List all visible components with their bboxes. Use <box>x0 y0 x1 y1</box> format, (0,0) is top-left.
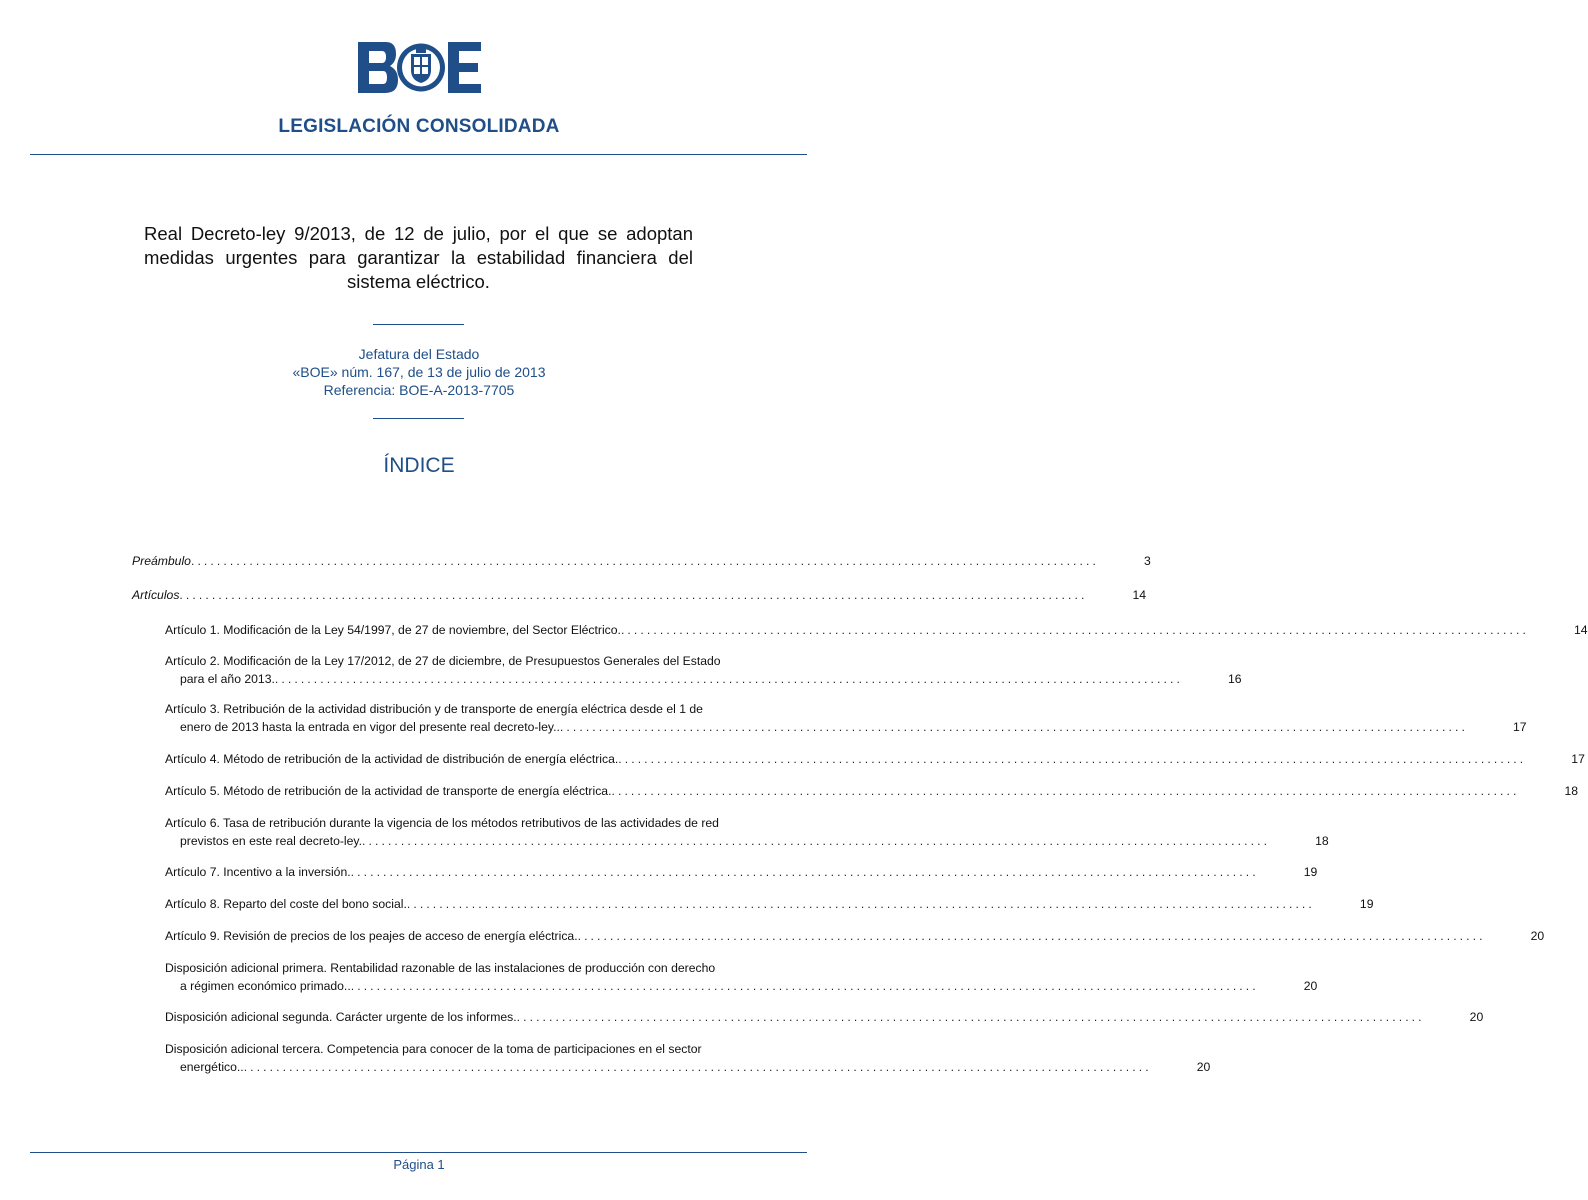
toc-leader: ............................................................................................................................................ <box>618 752 1527 766</box>
toc-entry-articulo-8[interactable] <box>165 896 1374 914</box>
toc-leader: ............................................................................................................................................ <box>179 588 1088 602</box>
toc-entry-text: Artículo 6. Tasa de retribución durante la vigencia de los métodos retributivos de las actividades de red <box>165 816 719 830</box>
document-title: Real Decreto-ley 9/2013, de 12 de julio, por el que se adoptan medidas urgentes para garantizar la estabilidad financiera del sistema eléctrico. <box>144 223 693 292</box>
toc-entry-articulo-7[interactable] <box>165 864 1318 882</box>
toc-entry-articulo-3[interactable] <box>165 701 1527 736</box>
toc-entry-text-continued: enero de 2013 hasta la entrada en vigor del presente real decreto-ley.. <box>180 719 560 734</box>
toc-leader: ............................................................................................................................................ <box>611 784 1520 798</box>
toc-entry-text: Artículo 2. Modificación de la Ley 17/2012, de 27 de diciembre, de Presupuestos Generales del Estado <box>165 654 721 668</box>
toc-page-number: 20 <box>1469 1010 1484 1024</box>
toc-entry-text-continued: energético.. <box>180 1059 244 1074</box>
toc-leader: ............................................................................................................................................ <box>516 1010 1425 1024</box>
toc-entry-text: Artículo 7. Incentivo a la inversión. <box>165 865 351 879</box>
toc-leader: ............................................................................................................................................ <box>620 623 1529 637</box>
document-reference: Referencia: BOE-A-2013-7705 <box>323 382 515 398</box>
toc-page-number: 19 <box>1303 865 1318 879</box>
toc-entry-disposicion-segunda[interactable] <box>165 1009 1484 1027</box>
toc-entry-disposicion-tercera[interactable] <box>165 1041 1211 1076</box>
toc-entry-articulo-5[interactable] <box>165 783 1579 801</box>
page-number-footer: Página 1 <box>393 1157 445 1172</box>
toc-leader: ............................................................................................................................................ <box>350 865 1259 879</box>
toc-entry-articulo-6[interactable] <box>165 815 1329 850</box>
toc-entry-articulos[interactable] <box>132 587 1147 605</box>
toc-page-number: 18 <box>1564 784 1579 798</box>
toc-entry-text: Disposición adicional primera. Rentabilidad razonable de las instalaciones de producción con derecho <box>165 961 716 975</box>
toc-leader: ............................................................................................................................................ <box>350 978 1259 993</box>
toc-entry-text-continued: previstos en este real decreto-ley. <box>180 833 362 848</box>
toc-page-number: 3 <box>1144 554 1151 568</box>
toc-entry-text: Disposición adicional segunda. Carácter urgente de los informes. <box>165 1010 517 1024</box>
toc-entry-text: Artículo 4. Método de retribución de la actividad de distribución de energía eléctrica. <box>165 752 619 766</box>
toc-page-number: 19 <box>1359 897 1374 911</box>
toc-entry-disposicion-primera[interactable] <box>165 960 1318 995</box>
toc-entry-text: Artículo 3. Retribución de la actividad distribución y de transporte de energía eléctrica desde el 1 de <box>165 702 703 716</box>
toc-leader: ............................................................................................................................................ <box>274 671 1183 686</box>
toc-page-number: 17 <box>1571 752 1585 766</box>
toc-entry-text: Artículo 9. Revisión de precios de los peajes de acceso de energía eléctrica. <box>165 929 578 943</box>
toc-page-number: 18 <box>1315 833 1329 848</box>
toc-page-number: 20 <box>1303 978 1318 993</box>
toc-entry-preambulo[interactable] <box>132 553 1151 571</box>
indice-heading: ÍNDICE <box>383 454 455 477</box>
toc-leader: ............................................................................................................................................ <box>577 929 1486 943</box>
toc-leader: ............................................................................................................................................ <box>243 1059 1152 1074</box>
toc-page-number: 20 <box>1196 1059 1211 1074</box>
toc-page-number: 17 <box>1512 719 1527 734</box>
toc-entry-text-continued: a régimen económico primado.. <box>180 978 351 993</box>
toc-leader: ............................................................................................................................................ <box>190 554 1100 568</box>
toc-page-number: 20 <box>1530 929 1545 943</box>
document-publication: «BOE» núm. 167, de 13 de julio de 2013 <box>292 364 546 380</box>
toc-entry-text: Artículo 8. Reparto del coste del bono social. <box>165 897 407 911</box>
section-title: LEGISLACIÓN CONSOLIDADA <box>278 116 560 137</box>
toc-entry-articulo-1[interactable] <box>165 622 1588 640</box>
toc-entry-text: Artículo 5. Método de retribución de la actividad de transporte de energía eléctrica. <box>165 784 612 798</box>
footer-divider <box>30 1152 807 1153</box>
toc-entry-text: Artículos <box>132 588 180 602</box>
document-issuer: Jefatura del Estado <box>358 346 480 362</box>
toc-page-number: 16 <box>1227 671 1242 686</box>
toc-leader: ............................................................................................................................................ <box>362 833 1271 848</box>
toc-entry-articulo-9[interactable] <box>165 928 1545 946</box>
toc-leader: ............................................................................................................................................ <box>406 897 1315 911</box>
toc-entry-text: Artículo 1. Modificación de la Ley 54/1997, de 27 de noviembre, del Sector Eléctrico. <box>165 623 621 637</box>
toc-entry-text-continued: para el año 2013. <box>180 671 275 686</box>
toc-leader: ............................................................................................................................................ <box>559 719 1468 734</box>
toc-entry-articulo-4[interactable] <box>165 751 1585 769</box>
toc-page-number: 14 <box>1574 623 1588 637</box>
toc-entry-articulo-2[interactable] <box>165 653 1242 688</box>
toc-entry-text: Preámbulo <box>132 554 191 568</box>
toc-entry-text: Disposición adicional tercera. Competencia para conocer de la toma de participaciones en el sector <box>165 1042 702 1056</box>
toc-page-number: 14 <box>1132 588 1147 602</box>
